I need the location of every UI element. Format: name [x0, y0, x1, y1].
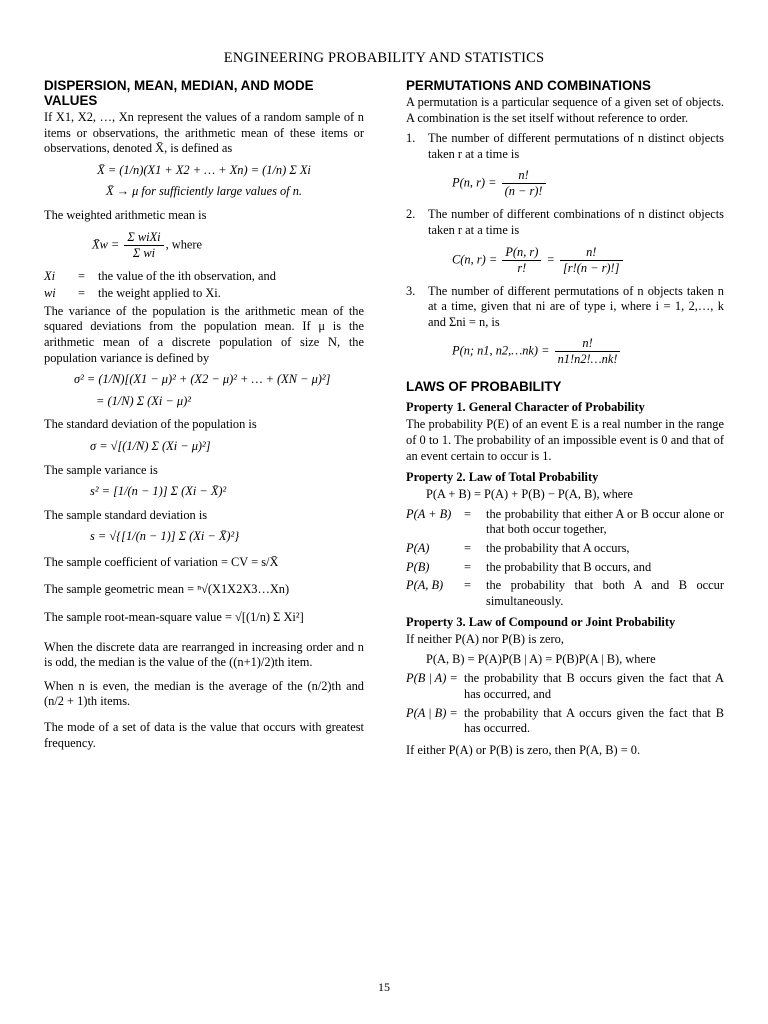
definition-equals: = — [464, 506, 471, 521]
combination-numerator-1: P(n, r) — [502, 245, 541, 261]
property-1-text: The probability P(E) of an event E is a real number in the range of 0 to 1. The probability of an impossible event is 0 and that of an event certain to occur is 1. — [406, 417, 724, 463]
section-heading-dispersion: DISPERSION, MEAN, MEDIAN, AND MODE VALUES — [44, 78, 314, 108]
multinomial-numerator: n! — [555, 336, 621, 352]
property-3-text: If neither P(A) nor P(B) is zero, — [406, 632, 564, 647]
section-heading-laws: LAWS OF PROBABILITY — [406, 379, 562, 395]
definition-text: the probability that B occurs, and — [486, 559, 652, 574]
definition-text: the value of the ith observation, and — [98, 268, 276, 283]
conditional-row — [406, 706, 724, 737]
right-column — [406, 78, 724, 762]
conditional-text: the probability that A occurs given the fact that B has occurred. — [464, 705, 724, 736]
definition-xi — [44, 269, 364, 285]
permutation-equation — [406, 168, 724, 199]
combination-denominator-1: r! — [517, 260, 527, 275]
weighted-fraction — [124, 230, 163, 261]
variance-text: The variance of the population is the arithmetic mean of the squared deviations from the population mean. If μ is the arithmetic mean of a discrete population of size N, the population variance is defined by — [44, 303, 364, 365]
root-mean-square: The sample root-mean-square value = √[(1/n) Σ Xi²] — [44, 610, 304, 625]
multinomial-equation — [406, 336, 724, 367]
total-probability-equation: P(A + B) = P(A) + P(B) − P(A, B), where — [426, 487, 633, 502]
conditional-term: P(B | A) = — [406, 671, 458, 686]
multinomial-fraction — [555, 336, 621, 367]
limit-equation: X̄ → μ for sufficiently large values of n. — [105, 184, 303, 199]
list-number: 3. — [406, 283, 416, 298]
geometric-mean: The sample geometric mean = ⁿ√(X1X2X3…Xn) — [44, 582, 290, 597]
combination-equation — [406, 245, 724, 276]
left-column — [44, 78, 364, 755]
definition-term: wi — [44, 286, 56, 301]
sample-sd-equation: s = √{[1/(n − 1)] Σ (Xi − X̄)²} — [90, 529, 240, 544]
sample-variance-intro: The sample variance is — [44, 462, 158, 477]
conditional-text: the probability that B occurs given the fact that A has occurred, and — [464, 671, 724, 702]
definition-equals: = — [464, 559, 471, 574]
mode-definition: The mode of a set of data is the value that occurs with greatest frequency. — [44, 720, 364, 750]
multinomial-lhs: P(n; n1, n2,…nk) = — [452, 343, 550, 358]
combination-fraction-2 — [560, 245, 623, 276]
definition-row — [406, 541, 724, 557]
list-number: 2. — [406, 207, 416, 222]
combination-lhs: C(n, r) = — [452, 251, 498, 266]
weighted-tail: , where — [165, 236, 203, 251]
definition-text: the probability that both A and B occur simultaneously. — [486, 578, 724, 608]
permutation-denominator: (n − r)! — [504, 184, 543, 199]
list-item — [406, 207, 724, 238]
mean-intro: If X1, X2, …, Xn represent the values of a random sample of n items or observations, the arithmetic mean of these items or observations, denoted X̄, is defined as — [44, 110, 364, 156]
variance-equation-2: = (1/N) Σ (Xi − μ)² — [96, 393, 191, 408]
conditional-row — [406, 671, 724, 702]
definition-row — [406, 560, 724, 576]
weighted-equation — [44, 230, 364, 261]
definition-text: the weight applied to Xi. — [98, 286, 221, 301]
permutation-lhs: P(n, r) = — [452, 175, 497, 190]
median-even: When n is even, the median is the average of the (n/2)th and (n/2 + 1)th items. — [44, 678, 364, 709]
permutation-fraction — [502, 168, 546, 199]
definition-wi — [44, 286, 364, 302]
sd-intro: The standard deviation of the population is — [44, 417, 257, 432]
page-title: ENGINEERING PROBABILITY AND STATISTICS — [223, 50, 545, 66]
list-item — [406, 131, 724, 162]
list-text: The number of different permutations of n objects taken n at a time, given that ni are of type i, where i = 1, 2,…, k and Σni = n, is — [428, 283, 724, 329]
weighted-lhs: X̄w = — [92, 236, 120, 251]
median-odd: When the discrete data are rearranged in increasing order and n is odd, the median is the value of the ((n+1)/2)th item. — [44, 639, 364, 670]
definition-equals: = — [78, 286, 85, 301]
weighted-denominator: Σ wi — [132, 245, 156, 260]
variance-equation-1: σ² = (1/N)[(X1 − μ)² + (X2 − μ)² + … + (XN − μ)²] — [74, 372, 331, 387]
combination-equals: = — [546, 251, 555, 266]
joint-probability-equation: P(A, B) = P(A)P(B | A) = P(B)P(A | B), where — [426, 651, 656, 666]
definition-text: the probability that either A or B occur alone or that both occur together, — [486, 506, 724, 537]
mean-equation: X̄ = (1/n)(X1 + X2 + … + Xn) = (1/n) Σ Xi — [97, 162, 311, 177]
definition-equals: = — [464, 578, 471, 593]
weighted-intro: The weighted arithmetic mean is — [44, 207, 207, 222]
definition-term: P(A) — [406, 540, 430, 555]
coefficient-of-variation: The sample coefficient of variation = CV = s/X̄ — [44, 554, 279, 569]
definition-row — [406, 507, 724, 538]
property-3-title: Property 3. Law of Compound or Joint Probability — [406, 615, 676, 630]
list-number: 1. — [406, 131, 416, 146]
definition-text: the probability that A occurs, — [486, 540, 630, 555]
combination-fraction-1 — [502, 245, 541, 276]
definition-term: Xi — [44, 268, 56, 283]
property-1-title: Property 1. General Character of Probability — [406, 400, 645, 415]
definition-equals: = — [464, 540, 471, 555]
definition-term: P(B) — [406, 559, 430, 574]
multinomial-denominator: n1!n2!…nk! — [557, 352, 618, 367]
combination-denominator-2: [r!(n − r)!] — [562, 260, 620, 275]
conditional-term: P(A | B) = — [406, 705, 458, 720]
sample-sd-intro: The sample standard deviation is — [44, 507, 208, 522]
sd-equation: σ = √[(1/N) Σ (Xi − μ)²] — [90, 438, 211, 453]
list-item — [406, 284, 724, 331]
definition-term: P(A + B) — [406, 506, 452, 521]
section-heading-permutations: PERMUTATIONS AND COMBINATIONS — [406, 78, 651, 93]
weighted-numerator: Σ wiXi — [124, 230, 163, 246]
zero-probability-statement: If either P(A) or P(B) is zero, then P(A, B) = 0. — [406, 742, 641, 757]
permutations-intro: A permutation is a particular sequence of a given set of objects. A combination is the set itself without reference to order. — [406, 95, 724, 125]
combination-numerator-2: n! — [560, 245, 623, 261]
definition-row — [406, 578, 724, 609]
list-text: The number of different combinations of n distinct objects taken r at a time is — [428, 207, 724, 237]
definition-equals: = — [78, 268, 85, 283]
sample-variance-equation: s² = [1/(n − 1)] Σ (Xi − X̄)² — [90, 484, 227, 499]
permutation-numerator: n! — [502, 168, 546, 184]
page-number: 15 — [378, 980, 390, 994]
definition-term: P(A, B) — [406, 578, 444, 593]
property-2-title: Property 2. Law of Total Probability — [406, 470, 599, 485]
list-text: The number of different permutations of n distinct objects taken r at a time is — [428, 131, 724, 161]
